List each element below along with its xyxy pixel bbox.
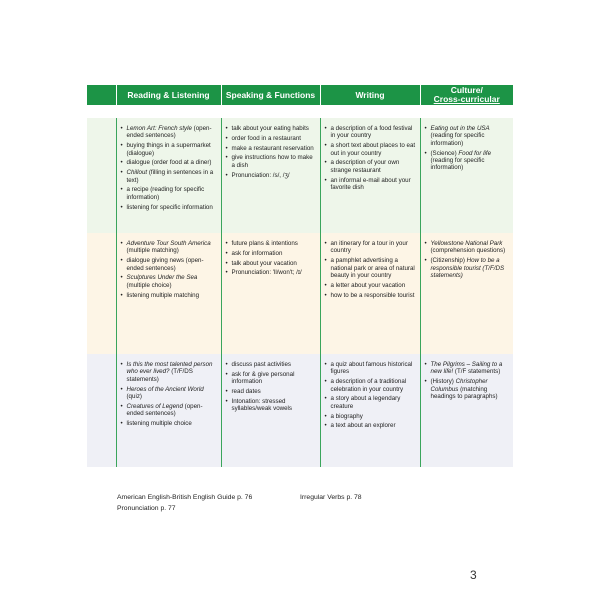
list-item: • listening multiple choice — [120, 420, 218, 427]
speaking-cell — [221, 354, 320, 467]
header-reading-listening: Reading & Listening — [116, 85, 221, 105]
list-item: • Heroes of the Ancient World (quiz) — [120, 386, 218, 401]
list-item: • Lemon Art: French style (open-ended sentences) — [120, 125, 218, 140]
reading-cell — [116, 354, 221, 467]
list-item: • ask for & give personal information — [225, 371, 317, 386]
list-item: • talk about your vacation — [225, 260, 317, 267]
reading-cell — [116, 118, 221, 233]
list-item: • Pronunciation: /s/, /ʒ/ — [225, 172, 317, 179]
list-item: • talk about your eating habits — [225, 125, 317, 132]
list-item: • future plans & intentions — [225, 240, 317, 247]
writing-cell — [320, 354, 420, 467]
header-unit — [87, 85, 116, 105]
list-item: • read dates — [225, 388, 317, 395]
list-item: • a short text about places to eat out in your country — [324, 142, 417, 157]
list-item: • a description of a traditional celebration in your country — [324, 378, 417, 393]
unit-row — [87, 118, 513, 233]
list-item: • a pamphlet advertising a national park or area of natural beauty in your country — [324, 257, 417, 279]
list-item: • listening for specific information — [120, 204, 218, 211]
list-item: • a text about an explorer — [324, 422, 417, 429]
list-item: • a recipe (reading for specific information) — [120, 186, 218, 201]
writing-cell — [320, 118, 420, 233]
list-item: • (Science) Food for life (reading for specific information) — [424, 150, 511, 172]
list-item: • Is this the most talented person who ever lived? (T/F/DS statements) — [120, 361, 218, 383]
list-item: • (History) Christopher Columbus (matching headings to paragraphs) — [424, 378, 511, 400]
writing-cell — [320, 233, 420, 354]
header-culture-line2: Cross-curricular — [433, 94, 500, 104]
reading-cell — [116, 233, 221, 354]
list-item: • listening multiple matching — [120, 292, 218, 299]
list-item: • Sculptures Under the Sea (multiple choice) — [120, 274, 218, 289]
list-item: • a quiz about famous historical figures — [324, 361, 417, 376]
list-item: • a letter about your vacation — [324, 282, 417, 289]
unit-cell — [87, 354, 116, 467]
page-number: 3 — [470, 568, 477, 582]
list-item: • order food in a restaurant — [225, 135, 317, 142]
list-item: • discuss past activities — [225, 361, 317, 368]
list-item: • Intonation: stressed syllables/weak vowels — [225, 398, 317, 413]
list-item: • how to be a responsible tourist — [324, 292, 417, 299]
list-item: • Adventure Tour South America (multiple matching) — [120, 240, 218, 255]
list-item: • (Citizenship) How to be a responsible tourist (T/F/DS statements) — [424, 257, 511, 279]
list-item: • dialogue giving news (open-ended sentences) — [120, 257, 218, 272]
header-culture-line1: Culture/ — [450, 85, 483, 95]
list-item: • The Pilgrims – Sailing to a new life! (T/F statements) — [424, 361, 511, 376]
footer-pronunciation: Pronunciation p. 77 — [117, 505, 176, 512]
header-writing: Writing — [320, 85, 420, 105]
list-item: • Creatures of Legend (open-ended sentences) — [120, 403, 218, 418]
speaking-cell — [221, 233, 320, 354]
list-item: • a biography — [324, 413, 417, 420]
list-item: • dialogue (order food at a diner) — [120, 159, 218, 166]
list-item: • ask for information — [225, 250, 317, 257]
list-item: • a story about a legendary creature — [324, 395, 417, 410]
culture-cell — [420, 233, 513, 354]
unit-cell — [87, 118, 116, 233]
header-culture — [420, 85, 513, 105]
speaking-cell — [221, 118, 320, 233]
footer-irregular-verbs: Irregular Verbs p. 78 — [300, 494, 362, 501]
list-item: • a description of your own strange restaurant — [324, 159, 417, 174]
culture-cell — [420, 354, 513, 467]
header-row — [87, 85, 513, 105]
unit-cell — [87, 233, 116, 354]
list-item: • give instructions how to make a dish — [225, 154, 317, 169]
list-item: • buying things in a supermarket (dialogue) — [120, 142, 218, 157]
header-speaking-functions: Speaking & Functions — [221, 85, 320, 105]
list-item: • Eating out in the USA (reading for specific information) — [424, 125, 511, 147]
list-item: • Pronunciation: 'll/won't; /ɪ/ — [225, 269, 317, 276]
unit-row — [87, 233, 513, 354]
list-item: • make a restaurant reservation — [225, 145, 317, 152]
syllabus-table-wrap — [87, 85, 513, 467]
list-item: • Yellowstone National Park (comprehension questions) — [424, 240, 511, 255]
list-item: • a description of a food festival in your country — [324, 125, 417, 140]
culture-cell — [420, 118, 513, 233]
syllabus-table — [87, 85, 513, 467]
list-item: • Chillout (filling in sentences in a text) — [120, 169, 218, 184]
unit-row — [87, 354, 513, 467]
list-item: • an informal e-mail about your favorite dish — [324, 177, 417, 192]
list-item: • an itinerary for a tour in your country — [324, 240, 417, 255]
footer-guide: American English-British English Guide p. 76 — [117, 494, 253, 501]
